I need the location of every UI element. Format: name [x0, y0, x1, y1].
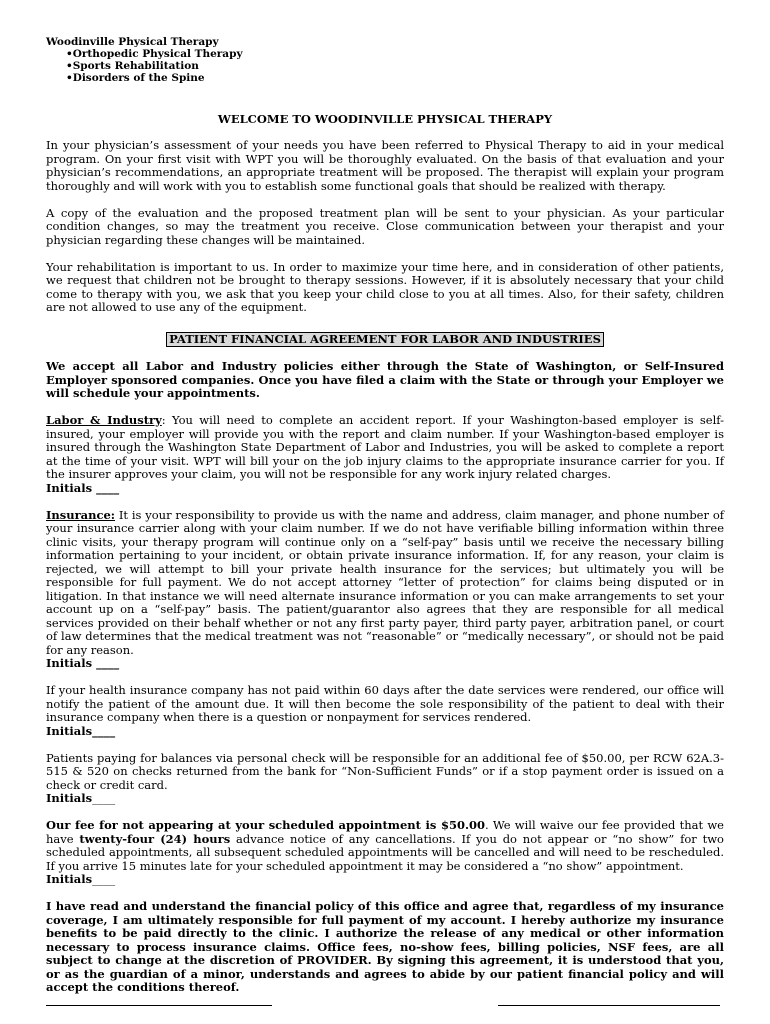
no-show-notice: twenty-four (24) hours: [79, 831, 231, 846]
checks-text: Patients paying for balances via personal check will be responsible for an additional fee of $50.00, per RCW 62A.3-515 & 520 on checks returned from the bank for “Non-Sufficient Funds” or if a stop payment order is issued on a check or credit card.: [46, 750, 724, 792]
document-page: [46, 36, 724, 1008]
service-item: •Sports Rehabilitation: [66, 60, 199, 72]
sixty-days-initials[interactable]: Initials____: [46, 723, 116, 738]
no-show-initials-label: Initials: [46, 872, 93, 886]
patient-signature-line[interactable]: [46, 1005, 272, 1006]
labor-industry-heading: Labor & Industry: [46, 413, 162, 427]
no-show-text-b: advance notice of any cancellations. If you do not appear or “no show” for two scheduled appointments, all subsequent scheduled appointments will be cancelled and will need to be rescheduled. If you arrive 15 minutes late for your scheduled appointment it may be considered a “no show” appointment.: [46, 831, 724, 873]
no-show-text-a: . We will waive our fee provided that we have: [46, 818, 724, 846]
checks-section: [46, 752, 724, 806]
accept-statement: We accept all Labor and Industry policies either through the State of Washington, or Self-Insured Employer sponsored companies. Once you have filed a claim with the State or through your Employer we will schedule your appointments.: [46, 359, 724, 400]
no-show-section: [46, 819, 724, 887]
service-item: •Disorders of the Spine: [66, 72, 205, 84]
insurance-heading: Insurance:: [46, 507, 116, 522]
no-show-fee: Our fee for not appearing at your scheduled appointment is $50.00: [46, 818, 485, 832]
labor-initials[interactable]: Initials ____: [46, 480, 120, 495]
checks-initials-blank: ____: [92, 791, 116, 805]
date-signature-line[interactable]: [498, 1005, 720, 1006]
service-item: •Orthopedic Physical Therapy: [66, 48, 243, 60]
labor-industry-text: : You will need to complete an accident report. If your Washington-based employer is self-insured, your employer will provide you with the report and claim number. If your Washington-based employer is insured through the Washington State Department of Labor and Industries, you will be asked to complete a report at the time of your visit. WPT will bill your on the job injury claims to the appropriate insurance carrier for you. If the insurer approves your claim, you will not be responsible for any work injury related charges.: [46, 413, 724, 481]
intro-paragraph: In your physician’s assessment of your needs you have been referred to Physical Therapy to aid in your medical program. On your first visit with WPT you will be thoroughly evaluated. On the basis of that evaluation and your physician’s recommendations, an appropriate treatment will be proposed. The therapist will explain your program thoroughly and will work with you to establish some functional goals that should be realized with therapy.: [46, 138, 724, 193]
no-show-initials-blank: ____: [92, 872, 116, 886]
agreement-title-wrap: [46, 328, 724, 347]
welcome-title: WELCOME TO WOODINVILLE PHYSICAL THERAPY: [217, 112, 553, 126]
labor-industry-section: [46, 414, 724, 495]
insurance-section: [46, 509, 724, 671]
agreement-title: PATIENT FINANCIAL AGREEMENT FOR LABOR AND INDUSTRIES: [166, 332, 604, 347]
final-statement: I have read and understand the financial policy of this office and agree that, regardless of my insurance coverage, I am ultimately responsible for full payment of my account. I hereby authorize my insurance benefits to be paid directly to the clinic. I authorize the release of any medical or other information necessary to process insurance claims. Office fees, no-show fees, billing policies, NSF fees, are all subject to change at the discretion of PROVIDER. By signing this agreement, it is understood that you, or as the guardian of a minor, understands and agrees to abide by our patient financial policy and will accept the conditions thereof.: [46, 899, 724, 994]
practice-header: [46, 36, 724, 84]
insurance-text: It is your responsibility to provide us with the name and address, claim manager, and phone number of your insurance carrier along with your claim number. If we do not have verifiable billing information within three clinic visits, your therapy program will continue only on a “self-pay” basis until we receive the necessary billing information pertaining to your incident, or obtain private insurance information. If, for any reason, your claim is rejected, we will attempt to bill your private health insurance for the services; but ultimately you will be responsible for full payment. We do not accept attorney “letter of protection” for claims being disputed or in litigation. In that instance we will need alternate insurance information or you can make arrangements to set your account up on a “self-pay” basis. The patient/guarantor also agrees that they are responsible for all medical services provided on their behalf whether or not any first party payer, third party payer, arbitration panel, or court of law determines that the medical treatment was not “reasonable” or “medically necessary”, or should not be paid for any reason.: [46, 507, 724, 657]
checks-initials-label: Initials: [46, 791, 93, 805]
checks-initials[interactable]: [46, 792, 724, 806]
practice-name: Woodinville Physical Therapy: [46, 36, 219, 48]
sixty-days-section: [46, 684, 724, 738]
insurance-initials[interactable]: Initials ____: [46, 656, 120, 670]
no-show-initials[interactable]: [46, 873, 724, 887]
intro-paragraph: A copy of the evaluation and the proposed treatment plan will be sent to your physician. As your particular condition changes, so may the treatment you receive. Close communication between your therapist and your physician regarding these changes will be maintained.: [46, 205, 724, 247]
sixty-days-text: If your health insurance company has not paid within 60 days after the date services were rendered, our office will notify the patient of the amount due. It will then become the sole responsibility of the patient to deal with their insurance company when there is a question or nonpayment for services rendered.: [46, 683, 724, 724]
intro-paragraph: Your rehabilitation is important to us. In order to maximize your time here, and in consideration of other patients, we request that children not be brought to therapy sessions. However, if it is absolutely necessary that your child come to therapy with you, we ask that you keep your child close to you at all times. Also, for their safety, children are not allowed to use any of the equipment.: [46, 259, 724, 314]
